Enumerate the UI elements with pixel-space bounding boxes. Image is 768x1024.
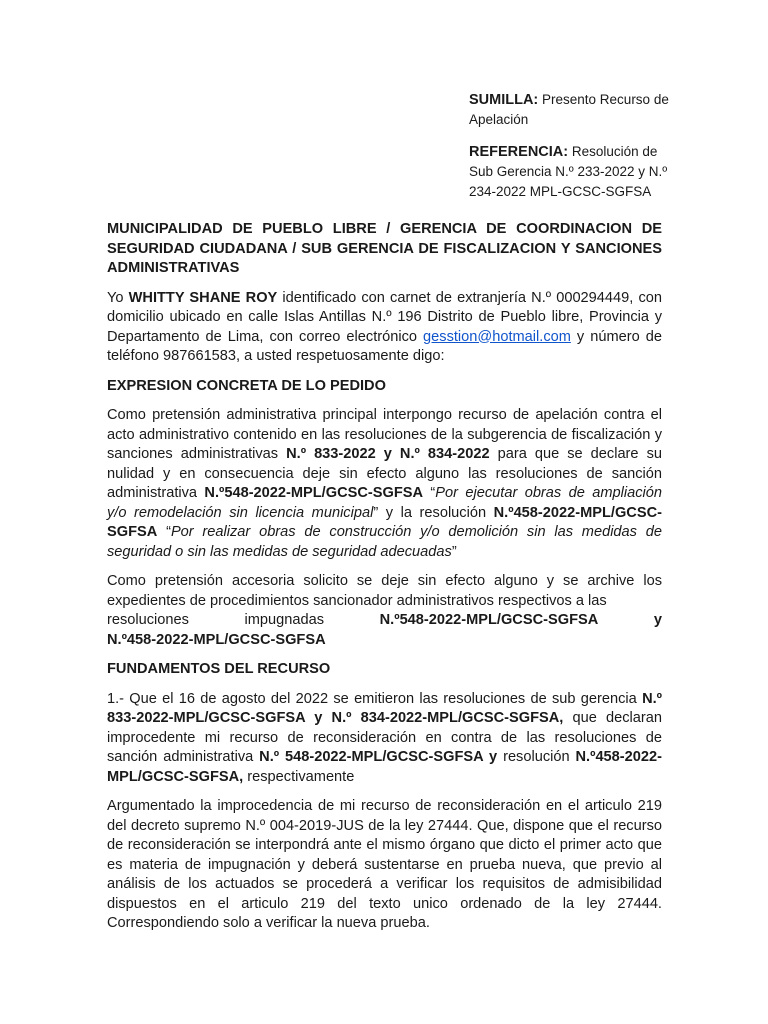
text: ”: [451, 543, 457, 560]
section-heading-pedido: EXPRESION CONCRETA DE LO PEDIDO: [107, 377, 386, 394]
text: ” y la resolución: [373, 504, 494, 521]
text: Como pretensión accesoria solicito se deje sin efecto alguno y se archive los expedientes de procedimientos sancionador administrativos respectivos a las: [107, 573, 662, 609]
resolution-ref: N.º458-2022-MPL/GCSC-SGFSA: [107, 504, 662, 540]
pedido-paragraph-2: [107, 572, 662, 611]
intro-text-3: y número de teléfono 987661583, a usted respetuosamente digo:: [107, 328, 662, 364]
referencia-text: Resolución de Sub Gerencia N.º 233-2022 y N.º 234-2022 MPL-GCSC-SGFSA: [469, 144, 668, 199]
text: resolución: [497, 749, 576, 765]
intro-text-2: identificado con carnet de extranjería N.º 000294449, con domicilio ubicado en calle Islas Antillas N.º 196 Distrito de Pueblo libre, Provincia y Departamento de Lima, con correo electrónico: [107, 289, 662, 345]
sumilla-block: [469, 90, 669, 214]
quoted-reason: Por ejecutar obras de ampliación y/o remodelación sin licencia municipal: [107, 485, 662, 521]
resolution-ref: N.º548-2022-MPL/GCSC-SGFSA: [204, 485, 424, 501]
fundamentos-paragraph-2: Argumentado la improcedencia de mi recurso de reconsideración en el articulo 219 del decreto supremo N.º 004-2019-JUS de la ley 27444. Que, dispone que el recurso de reconsideración se interpondrá ante el mismo órgano que dicto el primer acto que es materia de impugnación y deberá sustentarse en prueba nueva, que previo al análisis de los actuados se procederá a verificar los requisitos de admisibilidad dispuestos en el articulo 219 del texto unico ordenado de la ley 27444. Correspondiendo solo a verificar la nueva prueba.: [107, 798, 662, 931]
intro-text-1: Yo: [107, 289, 129, 306]
resolution-ref: N.º458-2022-MPL/GCSC-SGFSA: [107, 631, 326, 648]
applicant-name: WHITTY SHANE ROY: [128, 289, 278, 306]
resolution-ref: N.º458-2022-MPL/GCSC-SGFSA,: [107, 749, 662, 785]
text: 1.- Que el 16 de agosto del 2022 se emitieron las resoluciones de sub gerencia: [107, 690, 643, 707]
fundamentos-paragraph-1: [107, 690, 662, 788]
text: para que se declare su nulidad y en consecuencia deje sin efecto alguno las resoluciones de sanción administrativa: [107, 446, 662, 501]
resolution-ref: N.º 548-2022-MPL/GCSC-SGFSA y: [259, 749, 498, 765]
intro-paragraph: [107, 289, 662, 367]
sumilla-label: SUMILLA:: [469, 92, 539, 108]
text: y: [653, 612, 662, 628]
addressee: MUNICIPALIDAD DE PUEBLO LIBRE / GERENCIA DE COORDINACION DE SEGURIDAD CIUDADANA / SUB GERENCIA DE FISCALIZACION Y SANCIONES ADMINISTRATIVAS: [107, 221, 662, 276]
text: Como pretensión administrativa principal interpongo recurso de apelación contra el acto administrativo contenido en las resoluciones de la subgerencia de fiscalización y sanciones administrativas: [107, 407, 662, 462]
resolution-ref: N.º548-2022-MPL/GCSC-SGFSA: [379, 612, 599, 628]
text: “: [157, 524, 171, 540]
resolution-ref: N.º 833-2022-MPL/GCSC-SGFSA y N.º 834-2022-MPL/GCSC-SGFSA,: [107, 690, 662, 726]
resolution-ref: N.º 833-2022 y N.º 834-2022: [286, 446, 490, 462]
sumilla: [469, 90, 669, 130]
email-link[interactable]: gesstion@hotmail.com: [423, 328, 571, 345]
text: respectivamente: [243, 768, 355, 785]
text: “: [423, 485, 436, 501]
text: impugnadas: [244, 612, 325, 628]
sumilla-text: Presento Recurso de Apelación: [469, 92, 669, 127]
referencia-label: REFERENCIA:: [469, 144, 569, 160]
text: que declaran improcedente mi recurso de reconsideración en contra de las resoluciones de sanción administrativa: [107, 710, 662, 765]
referencia: [469, 142, 669, 202]
pedido-paragraph-2-line: [107, 611, 662, 631]
quoted-reason: Por realizar obras de construcción y/o demolición sin las medidas de seguridad o sin las medidas de seguridad adecuadas: [107, 524, 662, 560]
pedido-paragraph-2-end: [107, 631, 662, 651]
document-body: [107, 220, 662, 944]
section-heading-fundamentos: FUNDAMENTOS DEL RECURSO: [107, 661, 331, 677]
text: resoluciones: [107, 612, 189, 628]
pedido-paragraph-1: [107, 406, 662, 562]
